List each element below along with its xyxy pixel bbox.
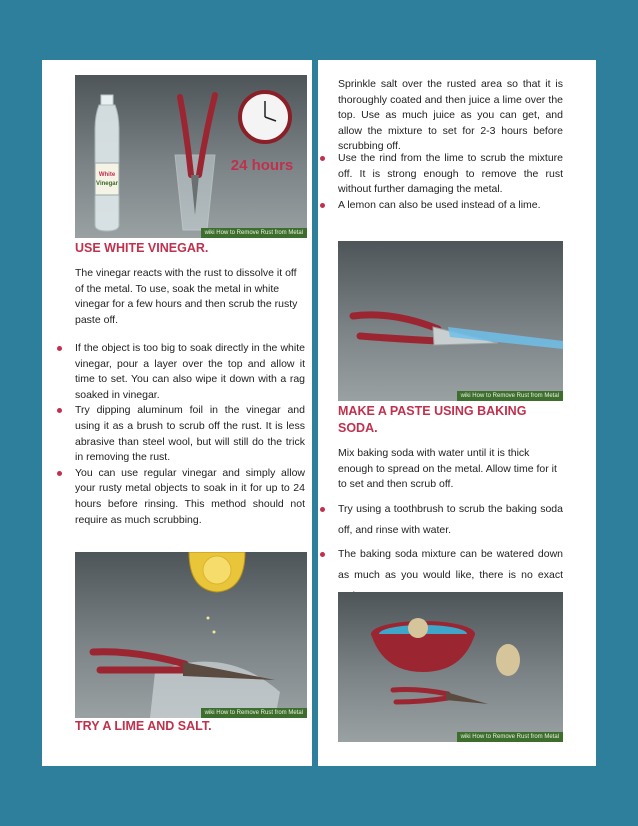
lime-image [75,552,307,718]
bowl-image [338,592,563,742]
baking-soda-heading: MAKE A PASTE USING BAKING SODA. [338,404,527,435]
lime-heading: TRY A LIME AND SALT. [75,719,212,733]
bullet-icon [320,507,325,512]
list-item [338,499,563,541]
watermark: wiki How to Remove Rust from Metal [201,708,307,718]
bullet-text: Use the rind from the lime to scrub the mixture off. It is strong enough to remove the rust without further damaging the metal. [338,152,563,196]
svg-text:White: White [98,172,116,178]
svg-text:Vinegar: Vinegar [96,181,118,187]
paste-illustration [338,241,563,401]
bullet-text: The baking soda mixture can be watered down as much as you would like, there is no exact [338,548,563,581]
bullet-icon [320,552,325,557]
vinegar-image [75,75,307,238]
clock-label: 24 hours [230,157,294,174]
bullet-text: A lemon can also be used instead of a lime. [338,198,541,211]
bullet-text: Try dipping aluminum foil in the vinegar and using it as a brush to scrub off the rust. It is less abrasive than steel wool, but will still do the trick in removing the rust. [75,404,305,464]
baking-soda-bullets [338,499,563,607]
bullet-icon [320,156,325,161]
list-item [338,198,563,214]
bowl-illustration [338,592,563,742]
bullet-text: If the object is too big to soak directly in the white vinegar, pour a layer over the top and allow it time to set. You can also wipe it down with a rag soaked in vinegar. [75,342,305,401]
bullet-text: You can use regular vinegar and simply allow your rusty metal objects to soak in it for up to 24 hours before rinsing. This method should not require as much scrubbing. [75,466,305,526]
watermark: wiki How to Remove Rust from Metal [457,732,563,742]
list-item [338,151,563,198]
vinegar-heading: USE WHITE VINEGAR. [75,241,209,255]
lime-illustration [75,552,307,718]
vinegar-intro: The vinegar reacts with the rust to dissolve it off of the metal. To use, soak the metal in white vinegar for a few hours and then scrub the rusty paste off. [75,267,298,326]
baking-soda-intro: Mix baking soda with water until it is thick enough to spread on the metal. Allow time for it to set and then scrub off. [338,447,557,491]
vinegar-bullets [75,341,305,528]
list-item [75,403,305,465]
lime-bullets [338,151,563,213]
lime-intro: Sprinkle salt over the rusted area so that it is thoroughly coated and then juice a lime over the top. Use as much juice as you can get, and allow the mixture to set for 2-3 hours before scrubbing off. [338,78,563,153]
list-item [75,341,305,403]
paste-image [338,241,563,401]
watermark: wiki How to Remove Rust from Metal [201,228,307,238]
bullet-icon [57,346,62,351]
watermark: wiki How to Remove Rust from Metal [457,391,563,401]
list-item [75,466,305,528]
bullet-icon [320,203,325,208]
bullet-text: Try using a toothbrush to scrub the baking soda off, and rinse with water. [338,503,563,536]
bullet-icon [57,471,62,476]
vinegar-illustration [75,75,307,238]
